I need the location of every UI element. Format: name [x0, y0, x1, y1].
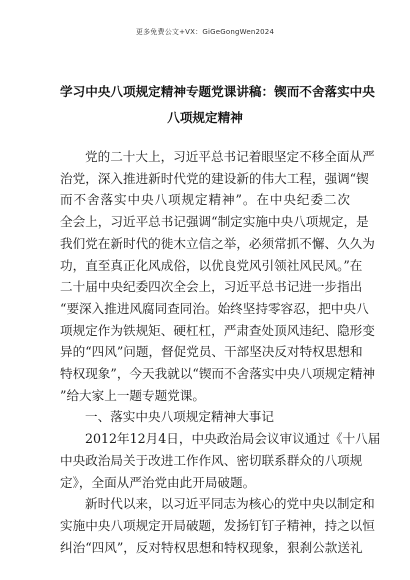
body-line: 定》，全面从严治党由此开局破题。 — [60, 474, 256, 490]
body-line: 党的二十大上，习近平总书记着眼坚定不移全面从严 — [85, 149, 375, 164]
body-line: 新时代以来，以习近平同志为核心的党中央以制定和 — [85, 496, 375, 512]
header-note: 更多免费公文+VX：GiGeGongWen2024 — [135, 28, 275, 36]
body-line: “要深入推进风腐同查同治。始终坚持零容忍，把中央八 — [60, 300, 369, 316]
body-line: 特权现象”，今天我就以“锲而不舍落实中央八项规定精神 — [60, 366, 376, 381]
body-line: 二十届中央纪委四次全会上，习近平总书记进一步指出 — [60, 279, 363, 295]
body-line: 纠治“四风”，反对特权思想和特权现象，狠刹公款送礼 — [60, 539, 363, 555]
body-line: 功，直至真正化风成俗，以优良党风引领社风民风。”在 — [60, 257, 363, 273]
body-line: 我们党在新时代的徙木立信之举，必须常抓不懈、久久为 — [60, 235, 375, 251]
document-title-line-1: 学习中央八项规定精神专题党课讲稿：锲而不舍落实中央 — [60, 84, 375, 99]
body-line: 实施中央八项规定开局破题，发扬钉钉子精神，持之以恒 — [60, 517, 375, 533]
body-line: 而不舍落实中央八项规定精神”。在中央纪委二次 — [60, 192, 350, 208]
body-line: 一、落实中央八项规定精神大事记 — [85, 409, 274, 425]
body-line: 项规定作为铁规矩、硬杠杠，严肃查处顶风违纪、隐形变 — [60, 322, 375, 338]
document-title-line-2: 八项规定精神 — [167, 110, 243, 125]
body-line: 全会上，习近平总书记强调“制定实施中央八项规定，是 — [60, 214, 369, 230]
body-line: 中央政治局关于改进工作作风、密切联系群众的八项规 — [60, 452, 363, 468]
body-line: 异的“四风”问题，督促党员、干部坚决反对特权思想和 — [60, 344, 363, 360]
body-line: 2012年12月4日，中央政治局会议审议通过《十八届 — [85, 431, 381, 447]
body-line: ”给大家上一题专题党课。 — [60, 387, 205, 403]
body-line: 治党，深入推进新时代党的建设新的伟大工程，强调“锲 — [60, 170, 369, 186]
